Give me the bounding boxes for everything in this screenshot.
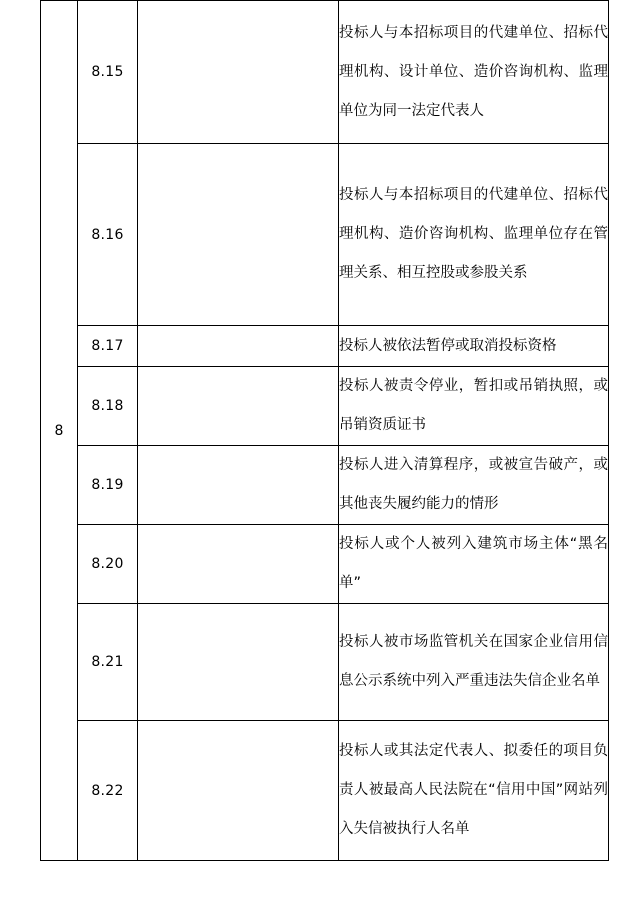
row-text-cell: 投标人或其法定代表人、拟委任的项目负责人被最高人民法院在“信用中国”网站列入失信被执行人名单 <box>339 721 609 861</box>
requirements-table <box>40 0 609 861</box>
table-row <box>41 1 609 144</box>
row-number-cell: 8.15 <box>78 1 138 144</box>
row-number-cell: 8.18 <box>78 367 138 446</box>
table-row <box>41 144 609 326</box>
blank-cell <box>138 144 339 326</box>
table-row <box>41 367 609 446</box>
blank-cell <box>138 1 339 144</box>
row-text-cell: 投标人与本招标项目的代建单位、招标代理机构、造价咨询机构、监理单位存在管理关系、相互控股或参股关系 <box>339 144 609 326</box>
row-text-cell: 投标人被依法暂停或取消投标资格 <box>339 326 609 367</box>
row-number-cell: 8.22 <box>78 721 138 861</box>
blank-cell <box>138 367 339 446</box>
row-number-cell: 8.21 <box>78 604 138 721</box>
table-row <box>41 604 609 721</box>
table-row <box>41 525 609 604</box>
row-text-cell: 投标人与本招标项目的代建单位、招标代理机构、设计单位、造价咨询机构、监理单位为同一法定代表人 <box>339 1 609 144</box>
row-text-cell: 投标人或个人被列入建筑市场主体“黑名单” <box>339 525 609 604</box>
row-text-cell: 投标人进入清算程序，或被宣告破产，或其他丧失履约能力的情形 <box>339 446 609 525</box>
row-text-cell: 投标人被市场监管机关在国家企业信用信息公示系统中列入严重违法失信企业名单 <box>339 604 609 721</box>
table-row <box>41 446 609 525</box>
blank-cell <box>138 326 339 367</box>
group-number-cell: 8 <box>41 1 78 861</box>
blank-cell <box>138 446 339 525</box>
table-row <box>41 326 609 367</box>
blank-cell <box>138 525 339 604</box>
table-row <box>41 721 609 861</box>
blank-cell <box>138 721 339 861</box>
row-number-cell: 8.17 <box>78 326 138 367</box>
row-text-cell: 投标人被责令停业，暂扣或吊销执照，或吊销资质证书 <box>339 367 609 446</box>
row-number-cell: 8.20 <box>78 525 138 604</box>
blank-cell <box>138 604 339 721</box>
row-number-cell: 8.16 <box>78 144 138 326</box>
row-number-cell: 8.19 <box>78 446 138 525</box>
